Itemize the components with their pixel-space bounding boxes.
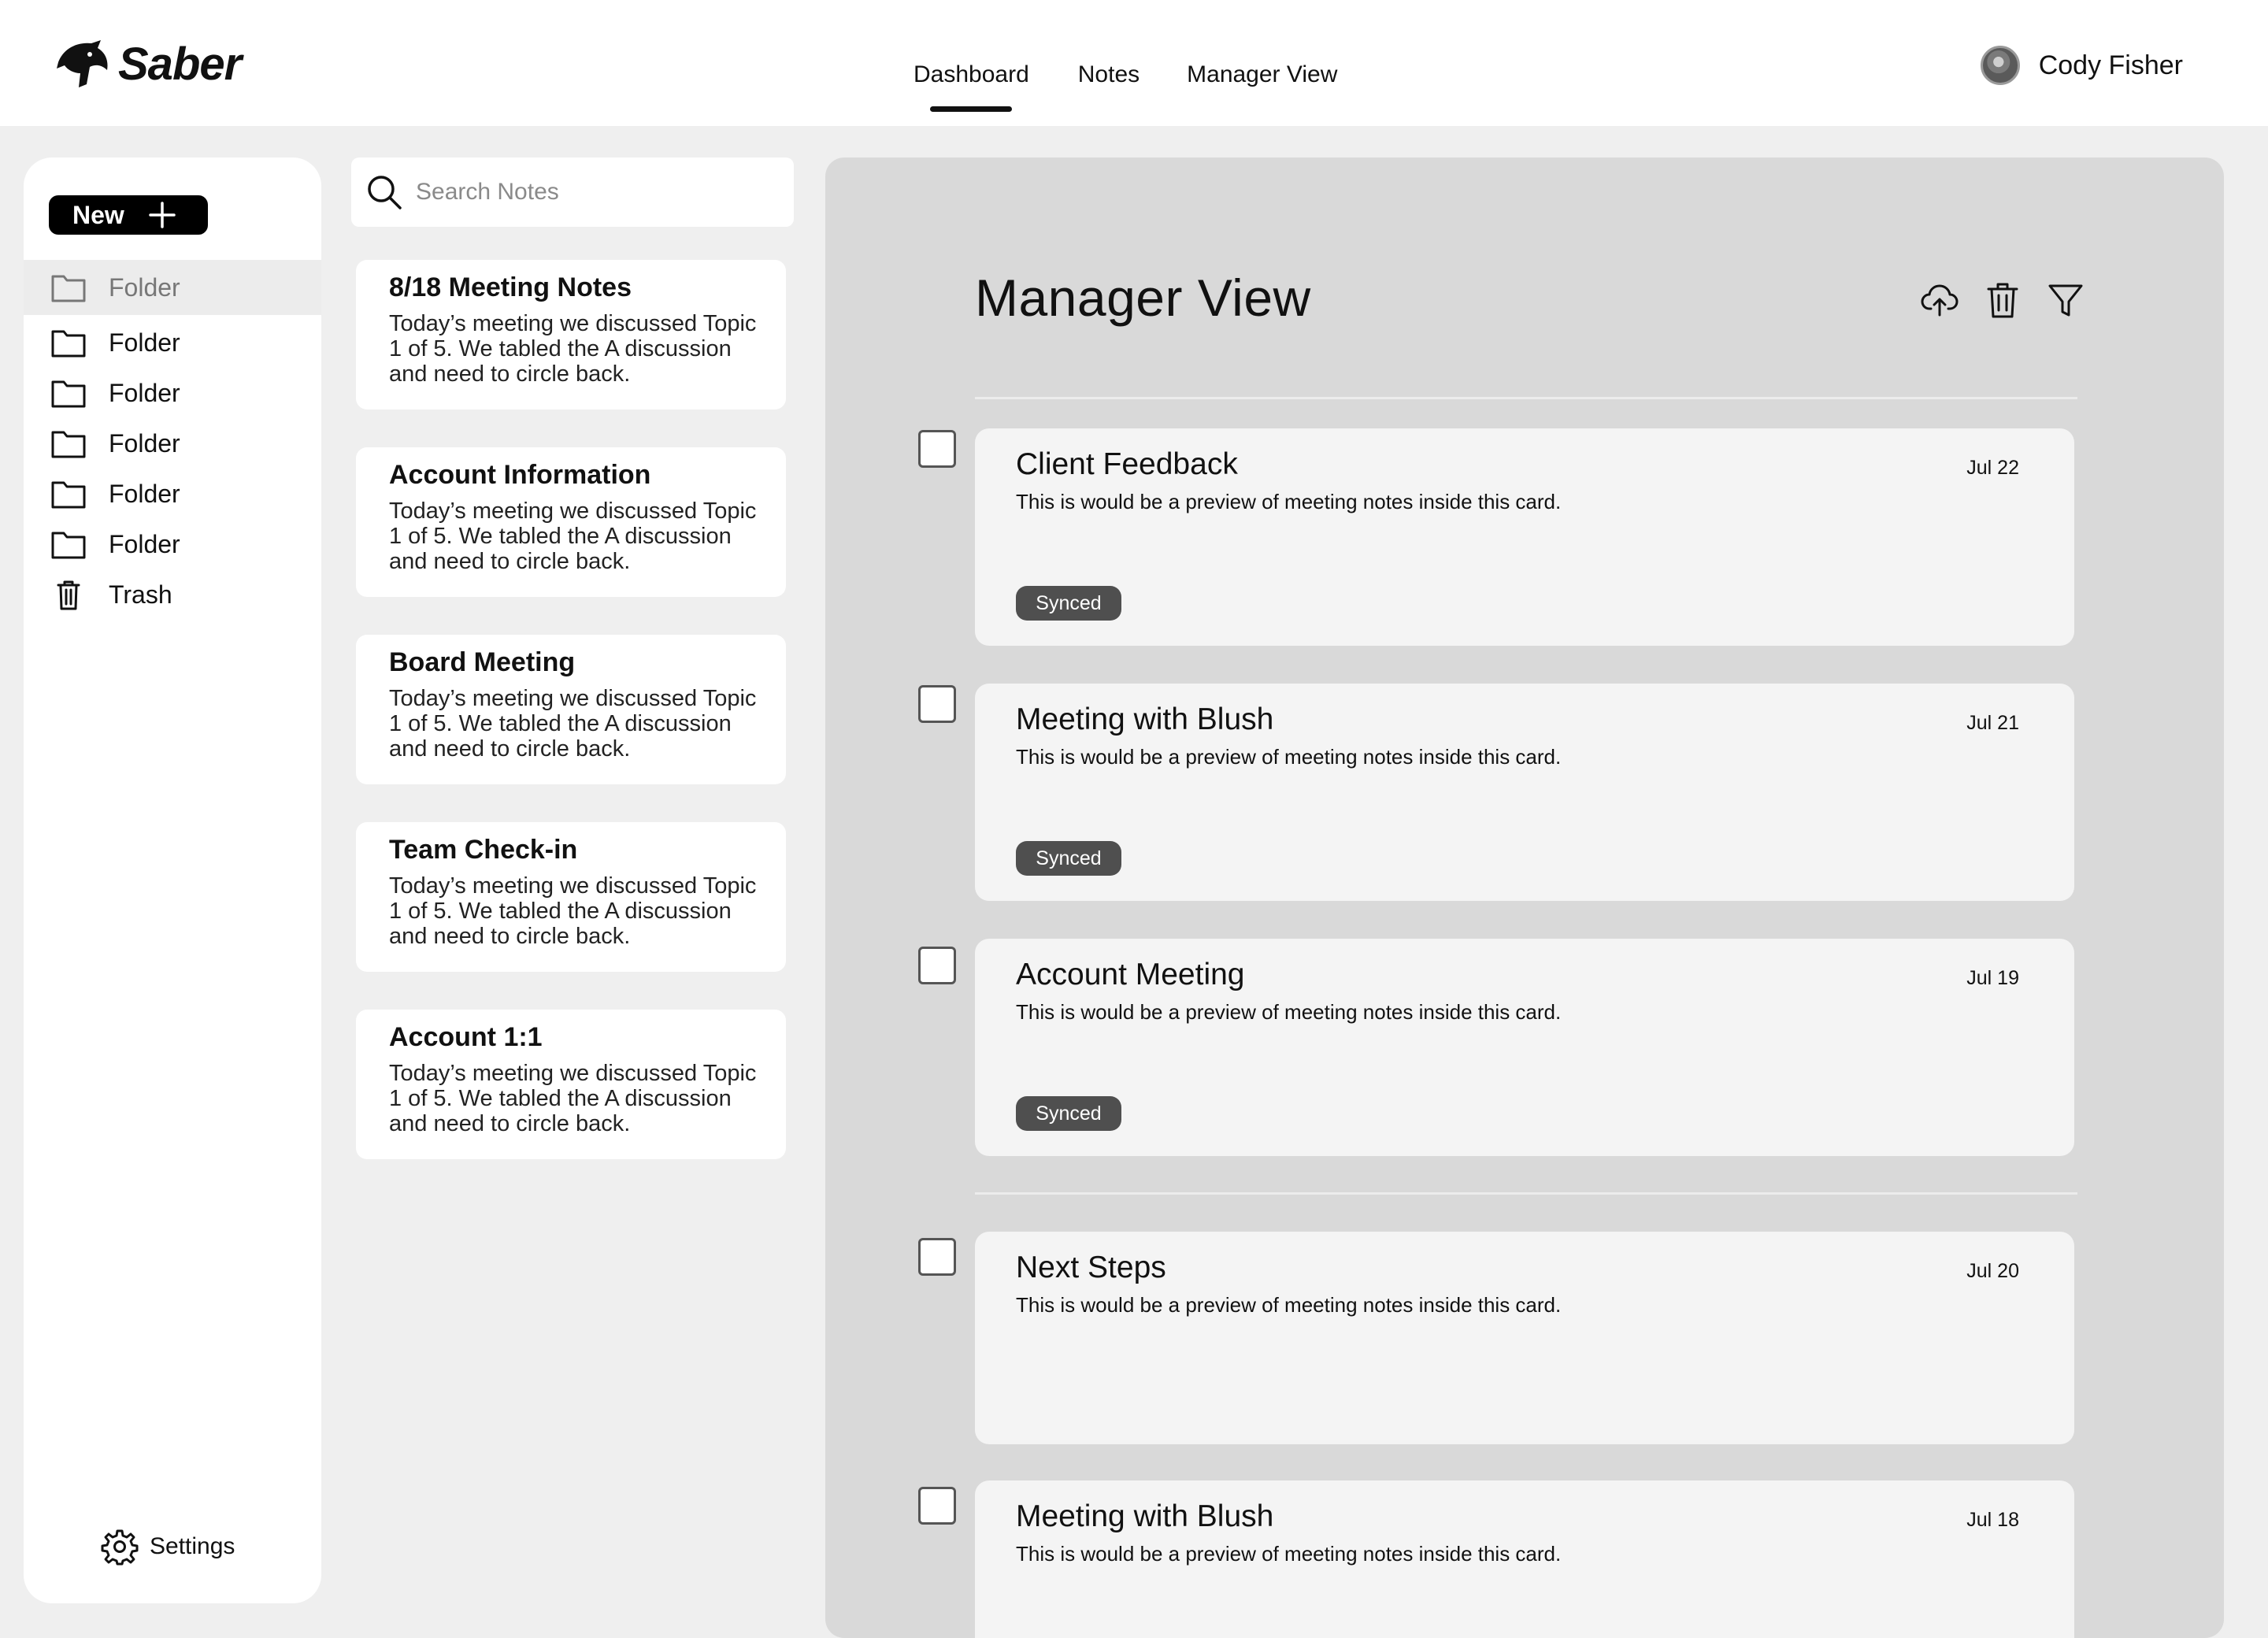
note-card[interactable] <box>356 260 786 410</box>
note-title: Team Check-in <box>389 835 578 865</box>
note-card[interactable] <box>356 635 786 784</box>
search-input[interactable] <box>416 179 778 206</box>
tab-notes[interactable]: Notes <box>1077 61 1140 87</box>
note-card[interactable] <box>356 1010 786 1159</box>
note-title: Board Meeting <box>389 647 576 677</box>
sidebar-item-folder-3[interactable] <box>24 365 321 421</box>
delete-button[interactable] <box>1983 280 2022 324</box>
card-checkbox[interactable] <box>918 947 956 984</box>
card-preview: This is would be a preview of meeting notes inside this card. <box>1016 490 1562 513</box>
note-body: Today’s meeting we discussed Topic 1 of 5. We tabled the A discussion and need to circle back. <box>389 873 757 949</box>
status-badge: Synced <box>1016 841 1121 876</box>
card-checkbox[interactable] <box>918 1487 956 1525</box>
sidebar-item-label: Trash <box>109 580 172 609</box>
app-name: Saber <box>118 39 242 90</box>
sidebar-item-trash[interactable] <box>24 567 321 622</box>
folder-icon <box>50 272 87 303</box>
sidebar-item-label: Folder <box>109 529 180 558</box>
page-title: Manager View <box>975 269 1311 327</box>
divider <box>975 1192 2077 1195</box>
card-preview: This is would be a preview of meeting notes inside this card. <box>1016 745 1562 769</box>
status-badge: Synced <box>1016 1096 1121 1131</box>
card-checkbox[interactable] <box>918 430 956 468</box>
main-nav <box>914 61 1337 88</box>
note-card[interactable] <box>356 447 786 597</box>
meeting-card[interactable] <box>975 1480 2074 1638</box>
folder-icon <box>50 327 87 358</box>
note-body: Today’s meeting we discussed Topic 1 of 5. We tabled the A discussion and need to circle back. <box>389 1061 757 1136</box>
card-date: Jul 22 <box>1966 457 2019 479</box>
meeting-card[interactable] <box>975 939 2074 1156</box>
note-title: Account Information <box>389 460 651 490</box>
note-title: 8/18 Meeting Notes <box>389 272 632 302</box>
filter-icon <box>2046 280 2085 320</box>
tab-dashboard[interactable]: Dashboard <box>914 61 1029 87</box>
user-menu[interactable] <box>1981 46 2183 85</box>
folder-icon <box>50 377 87 409</box>
note-card[interactable] <box>356 822 786 972</box>
cloud-upload-icon <box>1920 280 1959 320</box>
settings-button[interactable] <box>101 1528 235 1566</box>
logo[interactable] <box>55 38 241 91</box>
sidebar-item-label: Folder <box>109 328 180 357</box>
card-preview: This is would be a preview of meeting notes inside this card. <box>1016 1293 1562 1317</box>
card-checkbox[interactable] <box>918 1238 956 1276</box>
card-title: Account Meeting <box>1016 958 1245 991</box>
card-title: Next Steps <box>1016 1251 1166 1284</box>
folder-icon <box>50 428 87 459</box>
new-button[interactable] <box>49 195 208 235</box>
panel-toolbar <box>1920 280 2085 324</box>
card-title: Meeting with Blush <box>1016 702 1274 736</box>
sidebar-item-label: Folder <box>109 428 180 458</box>
note-body: Today’s meeting we discussed Topic 1 of 5. We tabled the A discussion and need to circle back. <box>389 311 757 387</box>
panther-logo-icon <box>55 39 110 91</box>
sidebar-item-label: Folder <box>109 479 180 508</box>
avatar[interactable] <box>1981 46 2020 85</box>
card-title: Meeting with Blush <box>1016 1499 1274 1533</box>
card-date: Jul 18 <box>1966 1509 2019 1531</box>
sidebar-item-folder-6[interactable] <box>24 517 321 572</box>
search-bar[interactable] <box>351 158 794 227</box>
new-button-label: New <box>72 200 124 229</box>
meeting-card[interactable] <box>975 428 2074 646</box>
sidebar-item-folder-4[interactable] <box>24 416 321 471</box>
filter-button[interactable] <box>2046 280 2085 324</box>
card-date: Jul 19 <box>1966 967 2019 989</box>
plus-icon <box>148 201 176 229</box>
trash-icon <box>50 579 87 610</box>
sidebar-item-label: Folder <box>109 272 180 302</box>
search-icon <box>365 173 403 211</box>
meeting-card[interactable] <box>975 1232 2074 1444</box>
gear-icon <box>101 1528 139 1566</box>
top-bar <box>0 0 2268 126</box>
card-date: Jul 21 <box>1966 712 2019 734</box>
trash-icon <box>1983 280 2022 320</box>
sidebar-item-folder-2[interactable] <box>24 315 321 370</box>
card-title: Client Feedback <box>1016 447 1238 481</box>
meeting-card[interactable] <box>975 684 2074 901</box>
upload-button[interactable] <box>1920 280 1959 324</box>
card-date: Jul 20 <box>1966 1260 2019 1282</box>
folder-icon <box>50 478 87 510</box>
status-badge: Synced <box>1016 586 1121 621</box>
user-name: Cody Fisher <box>2038 50 2183 80</box>
folder-icon <box>50 528 87 560</box>
sidebar <box>24 158 321 1603</box>
manager-panel <box>825 158 2224 1638</box>
tab-manager-view[interactable]: Manager View <box>1187 61 1338 87</box>
card-preview: This is would be a preview of meeting notes inside this card. <box>1016 1542 1562 1566</box>
card-preview: This is would be a preview of meeting notes inside this card. <box>1016 1000 1562 1024</box>
note-title: Account 1:1 <box>389 1022 543 1052</box>
card-checkbox[interactable] <box>918 685 956 723</box>
note-body: Today’s meeting we discussed Topic 1 of 5. We tabled the A discussion and need to circle back. <box>389 686 757 762</box>
sidebar-item-folder-1[interactable] <box>24 260 321 315</box>
settings-label: Settings <box>150 1533 235 1559</box>
sidebar-item-label: Folder <box>109 378 180 407</box>
sidebar-item-folder-5[interactable] <box>24 466 321 521</box>
divider <box>975 397 2077 399</box>
note-body: Today’s meeting we discussed Topic 1 of 5. We tabled the A discussion and need to circle back. <box>389 498 757 574</box>
